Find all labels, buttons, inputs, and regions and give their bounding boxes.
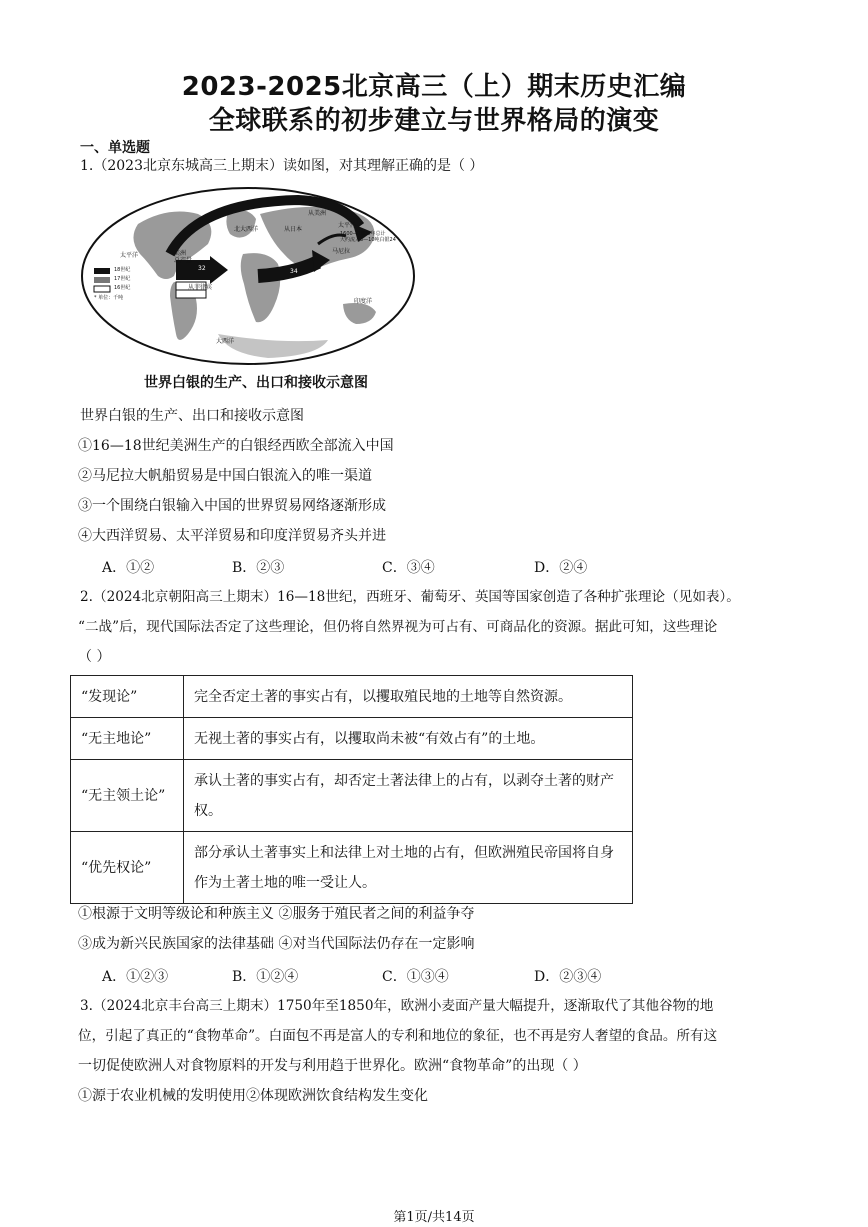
table-row [71,718,633,760]
q3-items-line1: ①源于农业机械的发明使用②体现欧洲饮食结构发生变化 [78,1088,428,1104]
q1-item-3: ③一个围绕白银输入中国的世界贸易网络逐渐形成 [78,498,386,514]
legend-18c: 18世纪 [114,267,131,273]
label-arrow-34: 34 [290,268,298,275]
label-from-america: 从美洲 [308,210,327,217]
q1-caption-text: 世界白银的生产、出口和接收示意图 [80,408,304,424]
section-heading: 一、单选题 [80,140,150,156]
q1-option-b[interactable]: B．②③ [232,560,285,576]
table-row [71,760,633,832]
label-note: 1600—1800年总计 [340,231,386,237]
q2-option-c[interactable]: C．①③④ [382,969,449,985]
theory-desc: 承认土著的事实占有，却否定土著法律上的占有，以剥夺土著的财产权。 [184,760,633,832]
label-atlantic: 北大西洋 [234,226,259,233]
theory-name: “无主地论” [71,718,184,760]
q1-option-a[interactable]: A．①② [102,560,155,576]
q2-option-b[interactable]: B．①②④ [232,969,299,985]
q2-stem-line1: 2.（2024北京朝阳高三上期末）16—18世纪，西班牙、葡萄牙、英国等国家创造了各种扩张理论（见如表）。 [80,589,740,605]
q1-item-1: ①16—18世纪美洲生产的白银经西欧全部流入中国 [78,438,394,454]
legend-16c: 16世纪 [114,285,131,291]
q2-option-d[interactable]: D．②③④ [534,969,602,985]
legend-unit: * 单位：千吨 [94,295,124,301]
label-americas: 美洲 [174,250,187,257]
page-subtitle: 全球联系的初步建立与世界格局的演变 [208,106,660,136]
table-row [71,676,633,718]
q1-option-c[interactable]: C．③④ [382,560,435,576]
q1-item-2: ②马尼拉大帆船贸易是中国白银流入的唯一渠道 [78,468,372,484]
label-note2: 大约流入3—10吨白银24 [340,237,396,243]
q1-option-d[interactable]: D．②④ [534,560,588,576]
q3-stem-line2: 位，引起了真正的“食物革命”。白面包不再是富人的专利和地位的象征，也不再是穷人奢望的食品。所有这 [78,1028,718,1044]
page-number: 第1页/共14页 [393,1210,475,1225]
q2-items-line1: ①根源于文明等级论和种族主义 ②服务于殖民者之间的利益争夺 [78,906,475,922]
label-from-japan: 从日本 [284,226,303,233]
page-title: 2023-2025北京高三（上）期末历史汇编 [181,72,687,102]
theory-name: “无主领土论” [71,760,184,832]
q2-stem-line3: （ ） [78,649,111,665]
silver-map-figure [78,184,418,396]
label-pacific-right: 太平洋 [338,222,357,229]
map-caption: 世界白银的生产、出口和接收示意图 [144,375,368,391]
table-row [71,832,633,904]
theory-desc: 部分承认土著事实上和法律上对土地的占有，但欧洲殖民帝国将自身作为土著土地的唯一受让人。 [184,832,633,904]
q3-stem-line1: 3.（2024北京丰台高三上期末）1750年至1850年，欧洲小麦面产量大幅提升，逐渐取代了其他谷物的地 [80,998,714,1014]
q2-stem-line2: “二战”后，现代国际法否定了这些理论，但仍将自然界视为可占有、可商品化的资源。据此可知，这些理论 [78,619,718,635]
theory-name: “优先权论” [71,832,184,904]
q3-stem-line3: 一切促使欧洲人对食物原料的开发与利用趋于世界化。欧洲“食物革命”的出现（ ） [78,1058,587,1074]
q1-stem: 1.（2023北京东城高三上期末）读如图，对其理解正确的是（ ） [80,158,484,174]
label-from-philippines: 从菲律宾 [188,284,213,291]
theory-desc: 完全否定土著的事实占有，以攫取殖民地的土地等自然资源。 [184,676,633,718]
label-indian: 印度洋 [354,298,373,305]
q1-item-4: ④大西洋贸易、太平洋贸易和印度洋贸易齐头并进 [78,528,386,544]
label-manila: 马尼拉 [332,248,351,255]
q2-items-line2: ③成为新兴民族国家的法律基础 ④对当代国际法仍存在一定影响 [78,936,475,952]
label-americas-total: 总产量 [174,257,193,264]
theory-desc: 无视土著的事实占有，以攫取尚未被“有效占有”的土地。 [184,718,633,760]
theory-name: “发现论” [71,676,184,718]
q2-option-a[interactable]: A．①②③ [102,969,169,985]
legend-17c: 17世纪 [114,276,131,282]
label-pacific-left: 太平洋 [120,252,139,259]
theory-table [70,675,633,904]
label-arrow-32: 32 [198,265,206,272]
label-atlantic-south: 大西洋 [216,338,235,345]
